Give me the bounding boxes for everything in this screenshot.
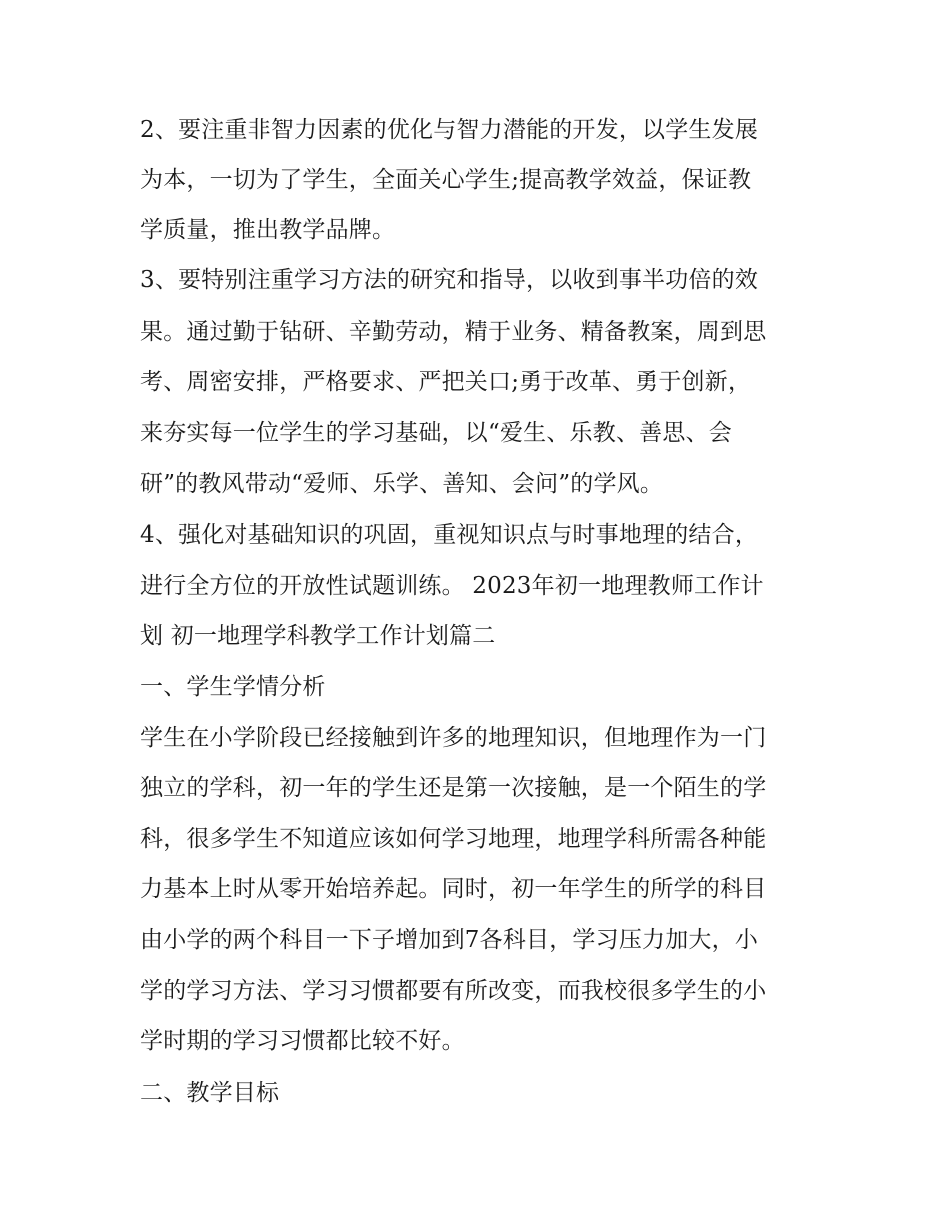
text-line: 研”的教风带动“爱师、乐学、善知、会问”的学风。: [140, 471, 664, 497]
text-line: 学的学习方法、学习习惯都要有所改变，而我校很多学生的小: [140, 978, 767, 1004]
text-line: 学时期的学习习惯都比较不好。: [140, 1028, 465, 1054]
text-line: 来夯实每一位学生的学习基础，以“爱生、乐教、善思、会: [140, 420, 732, 446]
text-line: 由小学的两个科目一下子增加到7各科目，学习压力加大，小: [140, 927, 759, 953]
text-line: 考、周密安排，严格要求、严把关口;勇于改革、勇于创新，: [140, 369, 752, 395]
text-line: 独立的学科，初一年的学生还是第一次接触，是一个陌生的学: [140, 775, 767, 801]
text-line: 3、要特别注重学习方法的研究和指导，以收到事半功倍的效: [140, 267, 759, 293]
text-line: 果。通过勤于钻研、辛勤劳动，精于业务、精备教案，周到思: [140, 319, 767, 345]
text-line: 进行全方位的开放性试题训练。 2023年初一地理教师工作计: [140, 573, 764, 599]
text-line: 学质量，推出教学品牌。: [140, 217, 396, 243]
section-heading: 一、学生学情分析: [140, 674, 326, 700]
text-line: 学生在小学阶段已经接触到许多的地理知识，但地理作为一门: [140, 725, 767, 751]
text-line: 划 初一地理学科教学工作计划篇二: [140, 623, 496, 649]
text-line: 力基本上时从零开始培养起。同时，初一年学生的所学的科目: [140, 876, 767, 902]
text-line: 4、强化对基础知识的巩固，重视知识点与时事地理的结合，: [140, 522, 759, 548]
text-line: 科，很多学生不知道应该如何学习地理，地理学科所需各种能: [140, 826, 767, 852]
text-line: 2、要注重非智力因素的优化与智力潜能的开发，以学生发展: [140, 117, 759, 143]
section-heading: 二、教学目标: [140, 1080, 280, 1106]
text-line: 为本，一切为了学生，全面关心学生;提高教学效益，保证教: [140, 167, 752, 193]
